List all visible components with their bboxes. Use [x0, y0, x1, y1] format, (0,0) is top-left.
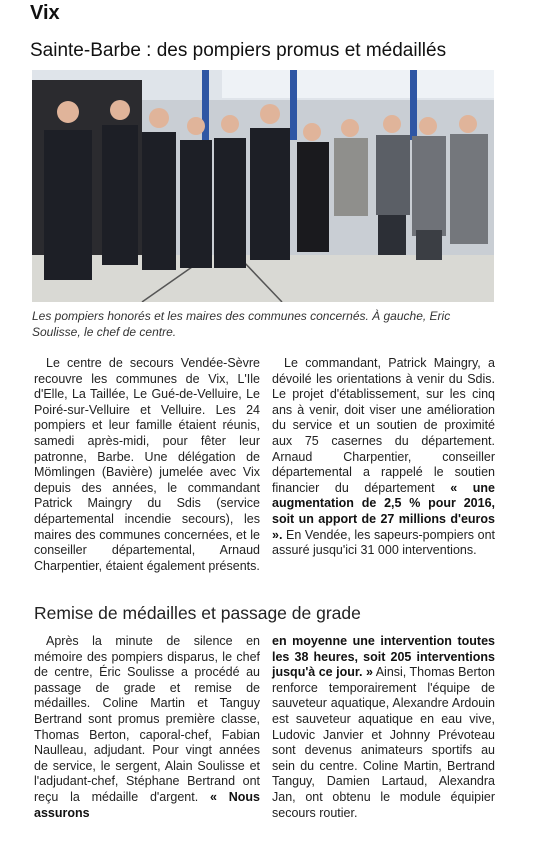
quote-bold: en moyenne une intervention toutes les 38 heures, soit 205 interventions jusqu'à ce jour. »: [272, 634, 495, 680]
group-photo-illustration: [32, 70, 494, 302]
body-column-4: [272, 634, 495, 821]
body-column-3: [34, 634, 260, 821]
paragraph: [272, 356, 495, 559]
article-photo: [32, 70, 494, 302]
photo-caption: Les pompiers honorés et les maires des communes concernés. À gauche, Eric Soulisse, le chef de centre.: [32, 309, 451, 339]
body-column-1: [34, 356, 260, 574]
section-subheading: Remise de médailles et passage de grade: [34, 603, 361, 623]
body-column-2: [272, 356, 495, 559]
quote-bold: « une augmentation de 2,5 % pour 2016, soit un apport de 27 millions d'euros ».: [272, 480, 495, 542]
article-headline: Sainte-Barbe : des pompiers promus et médaillés: [30, 40, 447, 61]
paragraph: [272, 634, 495, 821]
paragraph: Le centre de secours Vendée-Sèvre recouvre les communes de Vix, L'Ile d'Elle, La Taillée, Le Gué-de-Velluire, Le Poiré-sur-Velluire et Velluire. Les 24 pompiers et leur famille étaient réunis, samedi après-midi, pour fêter leur patronne, Barbe. Une délégation de Mömlingen (Bavière) jumelée avec Vix depuis des années, le commandant Patrick Maingry du Sdis (service départemental incendie secours), les maires des communes concernées, et le conseiller départemental, Arnaud Charpentier, étaient également présents.: [34, 356, 260, 573]
section-tag: Vix: [30, 2, 60, 24]
text-run: Le commandant, Patrick Maingry, a dévoilé les orientations à venir du Sdis. Le projet d'établissement, sur les cinq ans à venir, doit viser une amélioration du service et un soutien de proximité aux 75 casernes du département. Arnaud Charpentier, conseiller départemental a rappelé le soutien financier du département: [272, 356, 495, 495]
paragraph: [34, 634, 260, 821]
text-run: En Vendée, les sapeurs-pompiers ont assuré jusqu'ici 31 000 interventions.: [272, 527, 495, 558]
quote-bold: « Nous assurons: [34, 789, 260, 820]
text-run: Ainsi, Thomas Berton renforce temporairement l'équipe de sauveteur aquatique, Alexandre Ardouin est sauveteur aquatique en eau vive, Ludovic Janvier et Johnny Prévoteau sont devenus animateurs sportifs au sein du centre. Coline Martin, Bertrand Tanguy, Damien Lartaud, Alexandra Jan, ont obtenu le module équipier secours routier.: [272, 665, 495, 820]
text-run: Après la minute de silence en mémoire des pompiers disparus, le chef de centre, Éric Soulisse a procédé au passage de grade et remise de médailles. Coline Martin et Tanguy Bertrand sont promus première classe, Thomas Berton, caporal-chef, Fabian Naulleau, adjudant. Pour vingt années de service, le sergent, Alain Soulisse et l'adjudant-chef, Stéphane Bertrand ont reçu la médaille d'argent.: [34, 634, 260, 804]
